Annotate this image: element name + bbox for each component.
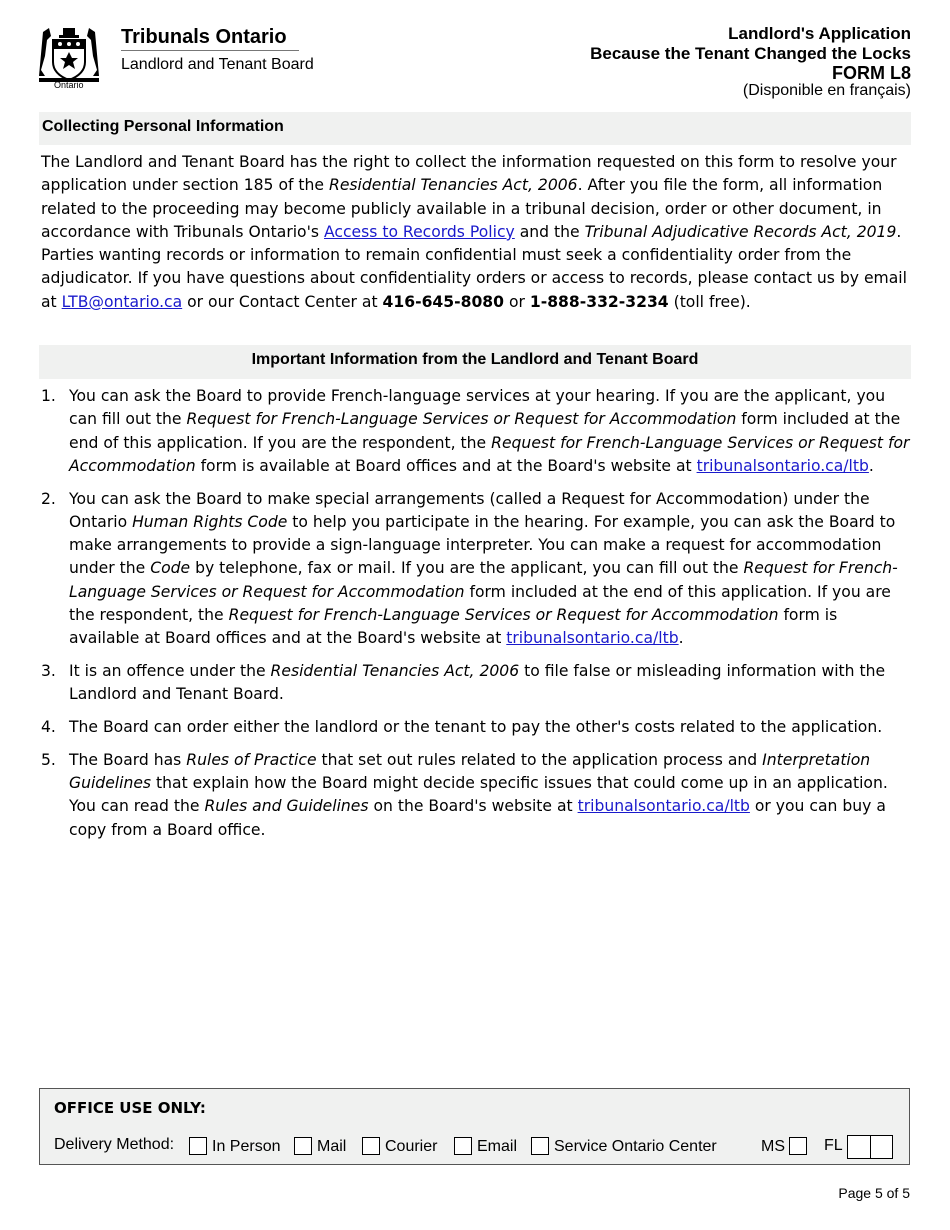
list-item — [41, 749, 911, 842]
collecting-info-paragraph — [41, 151, 911, 314]
collecting-info-heading: Collecting Personal Information — [39, 112, 911, 145]
logo-divider — [121, 50, 299, 51]
checkbox[interactable] — [362, 1137, 380, 1155]
delivery-method-label: Delivery Method: — [54, 1136, 175, 1153]
tribunals-ontario-logo — [35, 22, 315, 98]
email-link[interactable]: LTB@ontario.ca — [61, 292, 183, 311]
text-span: and the — [514, 222, 585, 241]
text-span: that explain how the Board might decide specific issues that could come up in an application. You can read the — [69, 774, 888, 816]
fl-input-boxes[interactable] — [847, 1135, 893, 1159]
text-span: on the Board's website at — [368, 797, 578, 816]
delivery-option-mail[interactable] — [294, 1137, 346, 1156]
code-title: Code — [150, 559, 191, 578]
form-title-line2: Because the Tenant Changed the Locks — [590, 44, 911, 63]
checkbox[interactable] — [454, 1137, 472, 1155]
text-span: (toll free). — [668, 292, 751, 311]
form-title-block — [590, 24, 911, 100]
rules-guidelines-title: Rules and Guidelines — [204, 797, 369, 816]
form-number: FORM L8 — [832, 63, 911, 83]
org-name: Tribunals Ontario — [121, 26, 287, 48]
option-label: Courier — [385, 1138, 438, 1155]
phone-number: 416-645-8080 — [382, 292, 504, 311]
office-use-box — [39, 1088, 910, 1165]
act-title: Residential Tenancies Act, 2006 — [270, 662, 520, 681]
text-span: to help you participate in the hearing. For example, you can ask the Board to make arrangements to provide a sign-language interpreter. You can make a request for accommodation under the — [69, 512, 896, 578]
important-info-list — [41, 385, 911, 851]
delivery-option-email[interactable] — [454, 1137, 517, 1156]
text-span: form is available at Board offices and at the Board's website at — [195, 456, 697, 475]
text-span: form is available at Board offices and at the Board's website at — [69, 606, 838, 648]
text-span: . — [868, 456, 874, 475]
form-title-ref: Request for French-Language Services or Request for Accommodation — [69, 433, 910, 475]
delivery-option-service-ontario[interactable] — [531, 1137, 717, 1156]
office-use-title: OFFICE USE ONLY: — [54, 1099, 206, 1117]
item-number: 5. — [41, 750, 56, 769]
act-title: Residential Tenancies Act, 2006 — [328, 176, 578, 195]
option-label: Mail — [317, 1138, 347, 1155]
item-number: 3. — [41, 662, 56, 681]
guidelines-title: Interpretation Guidelines — [69, 750, 871, 793]
text-span: You can ask the Board to make special arrangements (called a Request for Accommodation) under the Ontario — [69, 489, 870, 531]
text-span: or you can buy a copy from a Board office. — [69, 797, 886, 839]
text-span: It is an offence under the — [69, 662, 271, 681]
form-title-ref: Request for French-Language Services or Request for Accommodation — [186, 410, 737, 429]
option-label: In Person — [212, 1138, 281, 1155]
important-info-heading: Important Information from the Landlord and Tenant Board — [39, 345, 911, 379]
option-label: Service Ontario Center — [554, 1138, 717, 1155]
toll-free-number: 1-888-332-3234 — [529, 292, 669, 311]
form-title-ref: Request for French-Language Services or Request for Accommodation — [228, 606, 779, 625]
text-span: that set out rules related to the application process and — [316, 750, 763, 769]
text-span: The Board can order either the landlord or the tenant to pay the other's costs related to the application. — [69, 718, 883, 737]
page-number: Page 5 of 5 — [838, 1185, 910, 1201]
ltb-website-link[interactable]: tribunalsontario.ca/ltb — [577, 797, 750, 816]
ltb-website-link[interactable]: tribunalsontario.ca/ltb — [696, 456, 869, 475]
text-span: The Landlord and Tenant Board has the right to collect the information requested on this form to resolve your application under section 185 of the — [41, 153, 897, 195]
page-header — [0, 0, 950, 105]
item-number: 4. — [41, 718, 56, 737]
fl-label: FL — [824, 1137, 843, 1154]
text-span: form included at the end of this application. If you are the respondent, the — [69, 582, 891, 625]
rules-title: Rules of Practice — [186, 750, 317, 769]
fl-box-divider — [870, 1136, 871, 1158]
list-item — [41, 385, 911, 478]
delivery-option-courier[interactable] — [362, 1137, 437, 1156]
text-span: . — [678, 629, 684, 648]
text-span: . Parties wanting records or information to remain confidential must seek a confidentiality order from the adjudicator. If you have questions about confidentiality orders or access to records, please contact us by email at — [41, 222, 907, 311]
item-number: 2. — [41, 489, 56, 508]
code-title: Human Rights Code — [132, 512, 288, 531]
access-to-records-policy-link[interactable]: Access to Records Policy — [323, 222, 515, 241]
ms-label: MS — [761, 1138, 785, 1155]
item-number: 1. — [41, 387, 56, 405]
text-span: . After you file the form, all information related to the proceeding may become publicly available in a tribunal decision, order or other document, in accordance with Tribunals Ontario's — [41, 176, 883, 241]
text-span: or — [504, 292, 530, 311]
list-item — [41, 660, 911, 707]
text-span: by telephone, fax or mail. If you are the applicant, you can fill out the — [190, 559, 744, 578]
checkbox[interactable] — [294, 1137, 312, 1155]
text-span: You can ask the Board to provide French-language services at your hearing. If you are the applicant, you can fill out the — [69, 387, 886, 429]
act-title: Tribunal Adjudicative Records Act, 2019 — [584, 222, 897, 241]
crest-caption: Ontario — [54, 80, 84, 90]
text-span: or our Contact Center at — [182, 292, 383, 311]
delivery-option-in-person[interactable] — [189, 1137, 280, 1156]
text-span: The Board has — [69, 750, 187, 769]
list-item — [41, 716, 911, 739]
ms-checkbox[interactable] — [789, 1137, 807, 1155]
ms-field[interactable] — [761, 1137, 812, 1156]
form-title-ref: Request for French-Language Services or Request for Accommodation — [69, 559, 898, 601]
text-span: to file false or misleading information with the Landlord and Tenant Board. — [69, 662, 886, 704]
option-label: Email — [477, 1138, 518, 1155]
french-availability-note: (Disponible en français) — [742, 82, 911, 99]
form-title-line1: Landlord's Application — [728, 24, 911, 43]
text-span: form included at the end of this application. If you are the respondent, the — [69, 410, 901, 452]
board-name: Landlord and Tenant Board — [121, 56, 314, 73]
ltb-website-link[interactable]: tribunalsontario.ca/ltb — [506, 629, 679, 648]
checkbox[interactable] — [531, 1137, 549, 1155]
list-item — [41, 488, 911, 651]
checkbox[interactable] — [189, 1137, 207, 1155]
